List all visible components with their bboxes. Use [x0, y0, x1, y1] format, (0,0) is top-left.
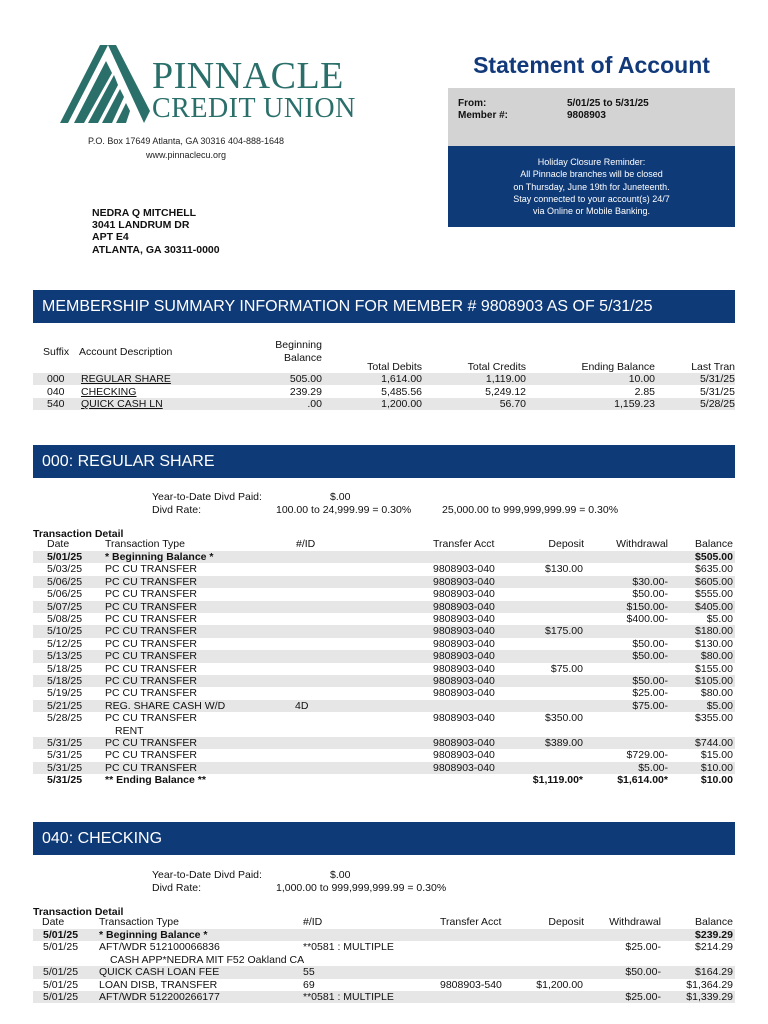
- transaction-id: 4D: [295, 699, 309, 712]
- notice-line: Holiday Closure Reminder:: [537, 157, 646, 167]
- transaction-row: [33, 991, 735, 1003]
- balance-amount: $1,364.29: [686, 978, 733, 991]
- transaction-type: PC CU TRANSFER: [105, 650, 197, 663]
- transaction-row: [33, 737, 735, 749]
- transfer-acct: 9808903-540: [440, 978, 502, 991]
- withdrawal-amount: $50.00-: [632, 675, 668, 687]
- withdrawal-amount: $400.00-: [626, 613, 668, 625]
- balance-amount: $180.00: [695, 625, 733, 638]
- balance-amount: $105.00: [695, 675, 733, 687]
- col-total-debits: Total Debits: [367, 361, 422, 373]
- transaction-date: 5/18/25: [47, 675, 83, 687]
- total-debits: 1,614.00: [381, 373, 422, 385]
- col-id: #/ID: [303, 916, 323, 928]
- total-credits: 1,119.00: [485, 373, 526, 385]
- transaction-date: 5/13/25: [47, 650, 83, 663]
- transaction-type: PC CU TRANSFER: [105, 737, 197, 749]
- balance-amount: $555.00: [695, 588, 733, 601]
- logo-name: PINNACLE: [152, 55, 344, 97]
- beginning-balance: 239.29: [289, 385, 322, 398]
- balance-amount: $130.00: [695, 637, 733, 650]
- member-name: NEDRA Q MITCHELL: [92, 207, 197, 219]
- summary-row: [33, 373, 735, 385]
- ytd-label: Year-to-Date Divd Paid:: [152, 869, 262, 881]
- suffix: 040: [47, 385, 65, 398]
- member-city: ATLANTA, GA 30311-0000: [92, 243, 220, 256]
- balance-amount: $5.00: [706, 613, 733, 625]
- transaction-row: [33, 687, 735, 699]
- divd-rate-label: Divd Rate:: [152, 504, 202, 516]
- withdrawal-amount: $50.00-: [632, 588, 668, 601]
- divd-rate-label: Divd Rate:: [152, 882, 202, 894]
- from-label: From:: [458, 98, 487, 109]
- transaction-type: PC CU TRANSFER: [105, 588, 197, 601]
- ending-balance: 10.00: [628, 373, 655, 385]
- total-debits: 5,485.56: [381, 385, 422, 398]
- total-credits: 5,249.12: [485, 385, 526, 398]
- withdrawal-amount: $50.00-: [625, 966, 661, 979]
- last-tran: 5/28/25: [699, 398, 735, 410]
- total-debits: 1,200.00: [381, 398, 422, 410]
- balance-amount: $635.00: [695, 563, 733, 576]
- transaction-row: [33, 712, 735, 737]
- col-balance: Balance: [284, 352, 322, 364]
- transaction-type: PC CU TRANSFER: [105, 613, 197, 625]
- transaction-type: QUICK CASH LOAN FEE: [99, 966, 220, 979]
- col-withdrawal: Withdrawal: [616, 538, 668, 550]
- transaction-row: [33, 563, 735, 575]
- balance-amount: $15.00: [700, 749, 733, 762]
- holiday-notice: [448, 146, 735, 227]
- deposit-amount: $175.00: [545, 625, 583, 638]
- logo-subtitle: CREDIT UNION: [152, 93, 356, 124]
- deposit-amount: $1,119.00*: [532, 774, 583, 787]
- ytd-value: $.00: [330, 491, 351, 503]
- withdrawal-amount: $25.00-: [632, 687, 668, 700]
- transaction-type: * Beginning Balance *: [105, 551, 214, 563]
- transaction-memo: RENT: [115, 724, 144, 737]
- transaction-date: 5/31/25: [47, 774, 83, 787]
- notice-line: All Pinnacle branches will be closed: [520, 169, 663, 180]
- transaction-row: [33, 762, 735, 774]
- balance-amount: $505.00: [695, 551, 733, 563]
- withdrawal-amount: $50.00-: [632, 637, 668, 650]
- transfer-acct: 9808903-040: [433, 737, 495, 749]
- transfer-acct: 9808903-040: [433, 749, 495, 762]
- col-balance: Balance: [695, 538, 733, 550]
- transaction-type: REG. SHARE CASH W/D: [105, 699, 226, 712]
- transaction-date: 5/06/25: [47, 575, 83, 588]
- col-ending-balance: Ending Balance: [581, 361, 655, 373]
- col-suffix: Suffix: [43, 346, 70, 358]
- balance-amount: $605.00: [695, 575, 733, 588]
- col-transaction-type: Transaction Type: [99, 916, 179, 928]
- col-total-credits: Total Credits: [467, 361, 526, 373]
- transaction-detail-label: Transaction Detail: [33, 906, 124, 918]
- col-balance: Balance: [695, 916, 733, 928]
- transaction-row: [33, 774, 735, 786]
- deposit-amount: $1,200.00: [536, 978, 583, 991]
- pinnacle-logo-mark-icon: [60, 45, 150, 125]
- col-deposit: Deposit: [548, 538, 584, 550]
- col-date: Date: [47, 538, 70, 550]
- account-link-checking[interactable]: CHECKING: [81, 385, 137, 398]
- transfer-acct: 9808903-040: [433, 675, 495, 687]
- cu-website: www.pinnaclecu.org: [145, 150, 227, 160]
- transaction-id: **0581 : MULTIPLE: [303, 941, 394, 954]
- cu-address-line: P.O. Box 17649 Atlanta, GA 30316 404-888-1648: [88, 136, 284, 146]
- transaction-date: 5/01/25: [43, 941, 79, 954]
- transaction-row: [33, 650, 735, 662]
- col-deposit: Deposit: [548, 916, 584, 928]
- suffix: 540: [47, 398, 65, 410]
- balance-amount: $10.00: [700, 774, 733, 787]
- ytd-value: $.00: [330, 869, 351, 881]
- transfer-acct: 9808903-040: [433, 761, 495, 774]
- transaction-type: PC CU TRANSFER: [105, 575, 197, 588]
- transaction-row: [33, 979, 735, 991]
- transaction-date: 5/31/25: [47, 737, 83, 749]
- transaction-row: [33, 941, 735, 966]
- col-withdrawal: Withdrawal: [609, 916, 661, 928]
- col-beginning: Beginning: [275, 339, 322, 351]
- notice-line: via Online or Mobile Banking.: [532, 206, 651, 217]
- transaction-date: 5/31/25: [47, 749, 83, 762]
- transaction-type: PC CU TRANSFER: [105, 749, 197, 762]
- transaction-id: 55: [303, 966, 315, 979]
- transaction-row: [33, 638, 735, 650]
- transaction-id: **0581 : MULTIPLE: [303, 991, 394, 1003]
- transaction-row: [33, 625, 735, 637]
- deposit-amount: $130.00: [545, 563, 583, 576]
- transaction-date: 5/01/25: [43, 966, 79, 979]
- transaction-date: 5/28/25: [47, 712, 83, 725]
- summary-row: [33, 398, 735, 410]
- withdrawal-amount: $25.00-: [625, 991, 661, 1003]
- balance-amount: $155.00: [695, 662, 733, 675]
- transfer-acct: 9808903-040: [433, 600, 495, 613]
- transaction-row: [33, 551, 735, 563]
- withdrawal-amount: $30.00-: [632, 575, 668, 588]
- transaction-date: 5/18/25: [47, 662, 83, 675]
- transaction-row: [33, 700, 735, 712]
- col-date: Date: [42, 916, 65, 928]
- beginning-balance: .00: [307, 398, 322, 410]
- transaction-row: [33, 613, 735, 625]
- member-apt: APT E4: [92, 231, 129, 244]
- transaction-type: PC CU TRANSFER: [105, 687, 197, 700]
- withdrawal-amount: $50.00-: [632, 650, 668, 663]
- transaction-type: LOAN DISB, TRANSFER: [99, 978, 218, 991]
- balance-amount: $5.00: [706, 699, 733, 712]
- account-link-regular-share[interactable]: REGULAR SHARE: [81, 373, 171, 385]
- withdrawal-amount: $150.00-: [626, 600, 668, 613]
- transfer-acct: 9808903-040: [433, 662, 495, 675]
- deposit-amount: $75.00: [550, 662, 583, 675]
- transaction-row: [33, 966, 735, 978]
- transaction-date: 5/31/25: [47, 761, 83, 774]
- transfer-acct: 9808903-040: [433, 563, 495, 576]
- section-header-checking: 040: CHECKING: [33, 822, 735, 855]
- deposit-amount: $389.00: [545, 737, 583, 749]
- withdrawal-amount: $729.00-: [626, 749, 668, 762]
- transaction-row: [33, 588, 735, 600]
- transaction-row: [33, 663, 735, 675]
- withdrawal-amount: $25.00-: [625, 941, 661, 954]
- transaction-date: 5/07/25: [47, 600, 83, 613]
- transaction-date: 5/03/25: [47, 563, 83, 576]
- last-tran: 5/31/25: [699, 385, 735, 398]
- transaction-type: PC CU TRANSFER: [105, 712, 197, 725]
- transaction-row: [33, 929, 735, 941]
- transaction-date: 5/19/25: [47, 687, 83, 700]
- balance-amount: $80.00: [700, 687, 733, 700]
- notice-line: Stay connected to your account(s) 24/7: [513, 193, 670, 204]
- transaction-date: 5/10/25: [47, 625, 83, 638]
- balance-amount: $214.29: [695, 941, 733, 954]
- from-value: 5/01/25 to 5/31/25: [567, 98, 649, 109]
- transfer-acct: 9808903-040: [433, 637, 495, 650]
- col-account-description: Account Description: [79, 346, 173, 358]
- col-id: #/ID: [296, 538, 316, 550]
- balance-amount: $10.00: [700, 761, 733, 774]
- transaction-date: 5/01/25: [43, 929, 79, 941]
- summary-header: MEMBERSHIP SUMMARY INFORMATION FOR MEMBER # 9808903 AS OF 5/31/25: [33, 290, 735, 323]
- transfer-acct: 9808903-040: [433, 712, 495, 725]
- transaction-date: 5/08/25: [47, 613, 83, 625]
- ytd-label: Year-to-Date Divd Paid:: [152, 491, 262, 503]
- section-header-regular-share: 000: REGULAR SHARE: [33, 445, 735, 478]
- divd-rate-tier-1: 1,000.00 to 999,999,999.99 = 0.30%: [276, 882, 447, 894]
- balance-amount: $1,339.29: [686, 991, 733, 1003]
- transaction-date: 5/12/25: [47, 637, 83, 650]
- statement-info-box: [448, 88, 735, 146]
- account-link-quick-cash-ln[interactable]: QUICK CASH LN: [81, 398, 163, 410]
- transaction-date: 5/01/25: [43, 991, 79, 1003]
- statement-title: Statement of Account: [473, 52, 710, 78]
- transaction-type: PC CU TRANSFER: [105, 662, 197, 675]
- transaction-detail-label: Transaction Detail: [33, 528, 124, 540]
- transaction-row: [33, 749, 735, 761]
- member-value: 9808903: [567, 110, 606, 121]
- ending-balance: 1,159.23: [614, 398, 655, 410]
- col-last-tran: Last Tran: [691, 361, 735, 373]
- total-credits: 56.70: [499, 398, 526, 410]
- transaction-memo: CASH APP*NEDRA MIT F52 Oakland CA: [110, 953, 305, 966]
- transfer-acct: 9808903-040: [433, 588, 495, 601]
- balance-amount: $80.00: [700, 650, 733, 663]
- balance-amount: $239.29: [695, 929, 733, 941]
- summary-row: [33, 386, 735, 398]
- notice-line: on Thursday, June 19th for Juneteenth.: [513, 181, 670, 192]
- deposit-amount: $350.00: [545, 712, 583, 725]
- last-tran: 5/31/25: [699, 373, 735, 385]
- transaction-type: AFT/WDR 512200266177: [99, 991, 220, 1003]
- transaction-type: PC CU TRANSFER: [105, 761, 197, 774]
- transaction-type: PC CU TRANSFER: [105, 625, 197, 638]
- withdrawal-amount: $5.00-: [638, 761, 668, 774]
- member-address: [92, 207, 220, 256]
- transaction-date: 5/01/25: [47, 551, 83, 563]
- transaction-type: AFT/WDR 512100066836: [99, 941, 220, 954]
- transaction-row: [33, 675, 735, 687]
- col-transaction-type: Transaction Type: [105, 538, 185, 550]
- balance-amount: $405.00: [695, 600, 733, 613]
- col-transfer-acct: Transfer Acct: [440, 916, 502, 928]
- transfer-acct: 9808903-040: [433, 613, 495, 625]
- transaction-date: 5/01/25: [43, 978, 79, 991]
- transaction-type: ** Ending Balance **: [105, 774, 206, 787]
- transfer-acct: 9808903-040: [433, 575, 495, 588]
- transfer-acct: 9808903-040: [433, 650, 495, 663]
- transaction-type: PC CU TRANSFER: [105, 600, 197, 613]
- member-street: 3041 LANDRUM DR: [92, 219, 190, 232]
- transfer-acct: 9808903-040: [433, 625, 495, 638]
- transaction-type: * Beginning Balance *: [99, 929, 208, 941]
- suffix: 000: [47, 373, 65, 385]
- transaction-row: [33, 576, 735, 588]
- transaction-type: PC CU TRANSFER: [105, 675, 197, 687]
- beginning-balance: 505.00: [289, 373, 322, 385]
- withdrawal-amount: $1,614.00*: [617, 774, 668, 787]
- col-transfer-acct: Transfer Acct: [433, 538, 495, 550]
- transaction-id: 69: [303, 978, 315, 991]
- ending-balance: 2.85: [634, 385, 655, 398]
- divd-rate-tier-2: 25,000.00 to 999,999,999.99 = 0.30%: [442, 504, 619, 516]
- withdrawal-amount: $75.00-: [632, 699, 668, 712]
- transaction-type: PC CU TRANSFER: [105, 563, 197, 576]
- balance-amount: $164.29: [695, 966, 733, 979]
- transaction-row: [33, 601, 735, 613]
- balance-amount: $355.00: [695, 712, 733, 725]
- transfer-acct: 9808903-040: [433, 687, 495, 700]
- transaction-date: 5/06/25: [47, 588, 83, 601]
- transaction-date: 5/21/25: [47, 699, 83, 712]
- balance-amount: $744.00: [695, 737, 733, 749]
- member-label: Member #:: [458, 110, 509, 121]
- divd-rate-tier-1: 100.00 to 24,999.99 = 0.30%: [276, 504, 412, 516]
- transaction-type: PC CU TRANSFER: [105, 637, 197, 650]
